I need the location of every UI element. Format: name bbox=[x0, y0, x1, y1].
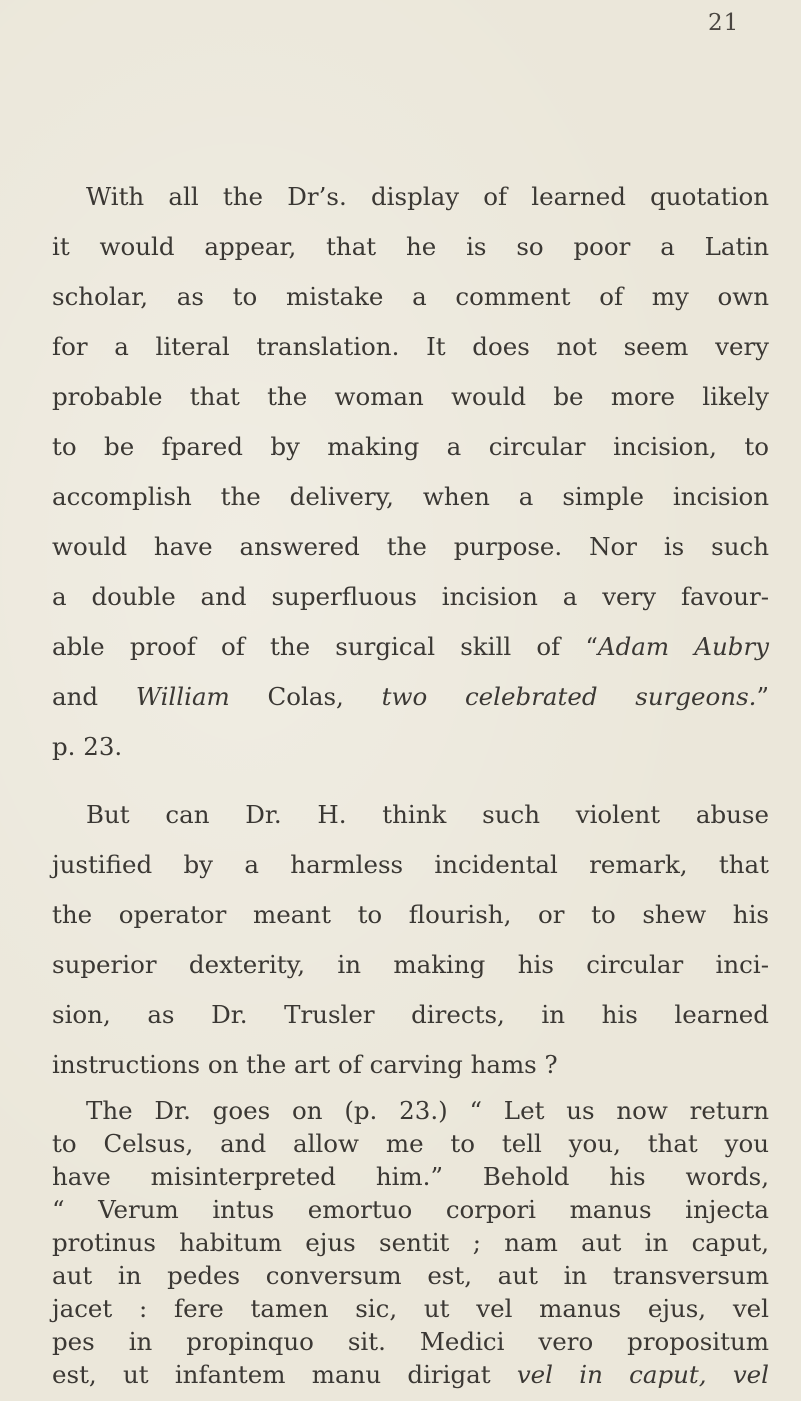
text-line: scholar, as to mistake a comment of my own bbox=[52, 282, 769, 311]
text-line: a double and superfluous incision a very favour- bbox=[52, 582, 769, 611]
text-line: aut in pedes conversum est, aut in transversum bbox=[52, 1261, 769, 1290]
italic-name: Adam Aubry bbox=[597, 632, 770, 661]
text-span: Colas, bbox=[267, 682, 344, 711]
italic-phrase: two celebrated surgeons. bbox=[381, 682, 757, 711]
text-line: accomplish the delivery, when a simple incision bbox=[52, 482, 769, 511]
text-line: justified by a harmless incidental remark, that bbox=[52, 850, 769, 879]
text-line: With all the Dr’s. display of learned quotation bbox=[86, 182, 769, 211]
text-line: The Dr. goes on (p. 23.) “ Let us now return bbox=[86, 1096, 769, 1125]
text-span: ” bbox=[756, 682, 769, 711]
text-line bbox=[52, 682, 769, 712]
text-span: able proof of the surgical skill of “ bbox=[52, 632, 598, 661]
text-line: superior dexterity, in making his circular inci- bbox=[52, 950, 769, 979]
text-line bbox=[52, 1360, 769, 1390]
text-line: jacet : fere tamen sic, ut vel manus ejus, vel bbox=[52, 1294, 769, 1323]
text-span: est, ut infantem manu dirigat bbox=[52, 1360, 517, 1389]
text-line: to be fpared by making a circular incision, to bbox=[52, 432, 769, 461]
text-line: the operator meant to flourish, or to shew his bbox=[52, 900, 769, 929]
italic-phrase: vel in caput, vel bbox=[516, 1360, 769, 1389]
text-line: instructions on the art of carving hams ? bbox=[52, 1050, 558, 1079]
page-number: 21 bbox=[708, 10, 740, 36]
text-line: it would appear, that he is so poor a Latin bbox=[52, 232, 769, 261]
text-line: protinus habitum ejus sentit ; nam aut in caput, bbox=[52, 1228, 769, 1257]
text-line: pes in propinquo sit. Medici vero propositum bbox=[52, 1327, 769, 1356]
italic-name: William bbox=[135, 682, 230, 711]
text-line: for a literal translation. It does not seem very bbox=[52, 332, 769, 361]
text-line: to Celsus, and allow me to tell you, that you bbox=[52, 1129, 769, 1158]
text-line: have misinterpreted him.” Behold his words, bbox=[52, 1162, 769, 1191]
text-line: But can Dr. H. think such violent abuse bbox=[86, 800, 769, 829]
text-line: probable that the woman would be more likely bbox=[52, 382, 769, 411]
text-line bbox=[52, 632, 769, 662]
text-line: sion, as Dr. Trusler directs, in his learned bbox=[52, 1000, 769, 1029]
text-span: and bbox=[52, 682, 99, 711]
text-line: would have answered the purpose. Nor is such bbox=[52, 532, 769, 561]
text-line: “ Verum intus emortuo corpori manus injecta bbox=[52, 1195, 769, 1224]
text-line: p. 23. bbox=[52, 732, 123, 761]
